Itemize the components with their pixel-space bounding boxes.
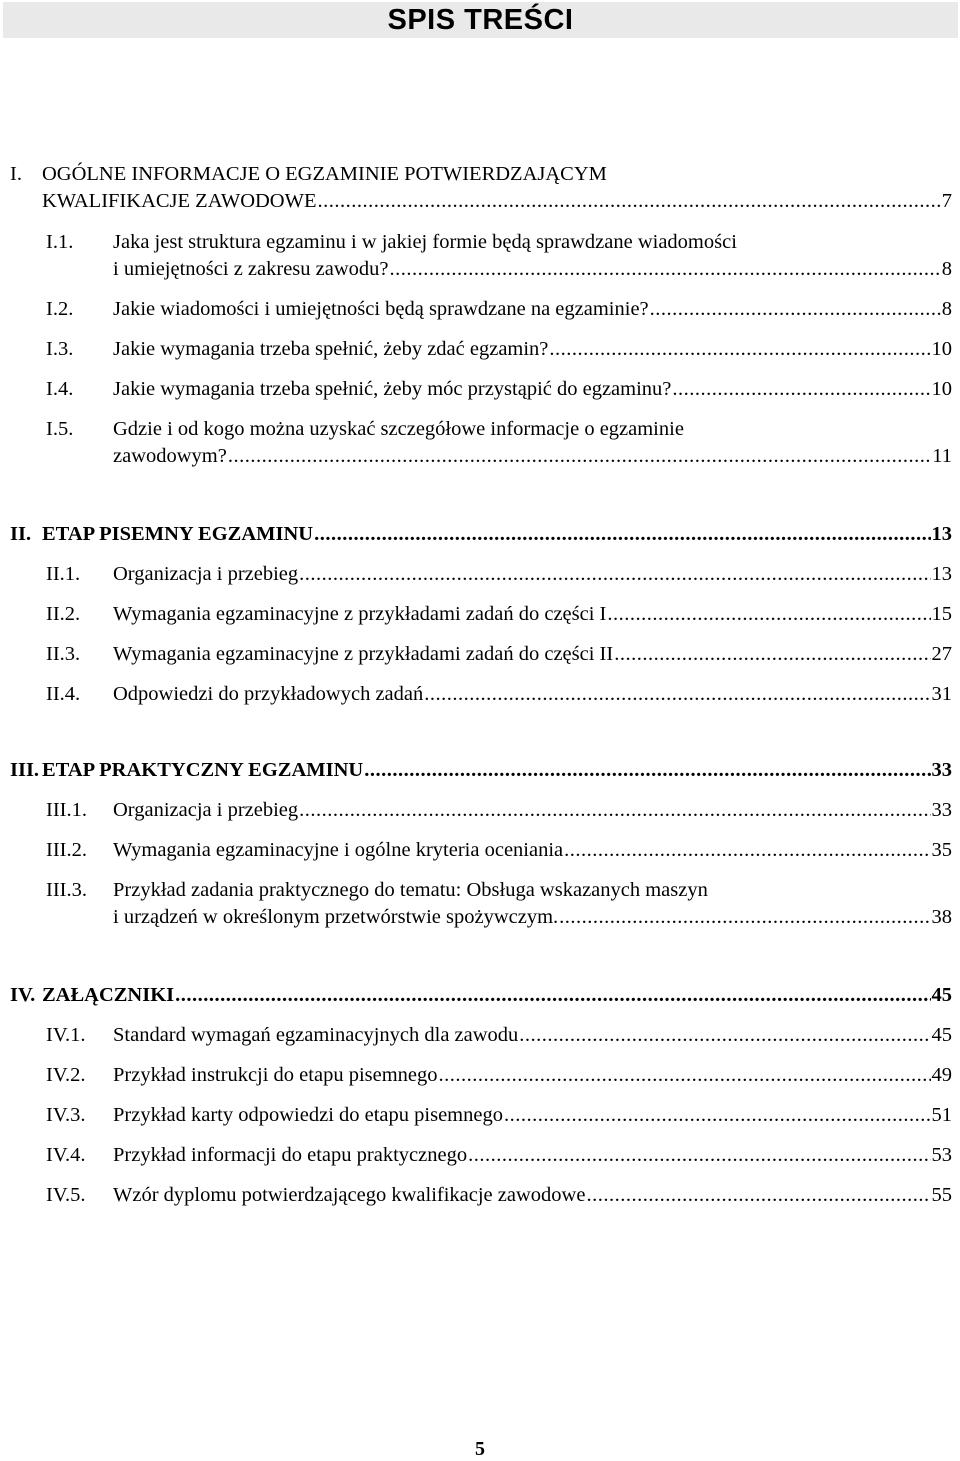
toc-entry-title: Jaka jest struktura egzaminu i w jakiej formie będą sprawdzane wiadomości — [113, 231, 737, 253]
toc-entry-title: Przykład instrukcji do etapu pisemnego — [113, 1064, 438, 1086]
toc-entry-title: Wymagania egzaminacyjne i ogólne kryteria oceniania — [113, 839, 564, 861]
toc-entry-title: ETAP PISEMNY EGZAMINU — [42, 523, 314, 545]
toc-page-number: 11 — [932, 445, 952, 467]
toc-page-number: 51 — [931, 1104, 952, 1126]
toc-entry-title: Przykład zadania praktycznego do tematu: Obsługa wskazanych maszyn — [113, 879, 708, 901]
toc-entry-number: II.1. — [46, 563, 81, 585]
toc-line — [46, 682, 952, 706]
toc-line — [46, 1103, 952, 1127]
toc-entry-title: ZAŁĄCZNIKI — [42, 984, 175, 1006]
toc-entry-title: Jakie wymagania trzeba spełnić, żeby zdać egzamin? — [113, 338, 549, 360]
toc-entry-title: Standard wymagań egzaminacyjnych dla zawodu — [113, 1024, 519, 1046]
page-title: SPIS TREŚCI — [387, 3, 574, 36]
toc-entry-number: I.3. — [46, 338, 74, 360]
toc-line — [46, 377, 952, 401]
toc-entry-number: IV.1. — [46, 1024, 86, 1046]
dot-leader — [607, 602, 930, 626]
toc-line — [46, 1143, 952, 1167]
toc-line — [46, 417, 952, 441]
toc-entry-number: II. — [10, 523, 32, 545]
toc-entry-number: IV. — [10, 984, 36, 1006]
toc-line — [46, 602, 952, 626]
dot-leader — [318, 189, 941, 213]
dot-leader — [650, 297, 941, 321]
dot-leader — [504, 1103, 931, 1127]
dot-leader — [299, 798, 930, 822]
dot-leader — [299, 562, 930, 586]
toc-entry-number: I.5. — [46, 418, 74, 440]
toc-line — [46, 642, 952, 666]
toc-entry-title: zawodowym? — [113, 445, 227, 467]
toc-entry-title: KWALIFIKACJE ZAWODOWE — [42, 190, 317, 212]
toc-entry-title: Odpowiedzi do przykładowych zadań — [113, 683, 424, 705]
toc-line — [10, 983, 952, 1007]
toc-line — [46, 297, 952, 321]
toc-page-number: 45 — [931, 1024, 952, 1046]
dot-leader — [564, 838, 930, 862]
toc-line — [113, 444, 952, 468]
toc-page-number: 33 — [931, 799, 952, 821]
toc-entry-title: Organizacja i przebieg — [113, 563, 299, 585]
toc-entry-number: I.4. — [46, 378, 74, 400]
toc-entry-title: Jakie wiadomości i umiejętności będą sprawdzane na egzaminie? — [113, 298, 649, 320]
toc-entry-number: I.2. — [46, 298, 74, 320]
toc-page-number: 7 — [941, 190, 952, 212]
toc-entry-number: III. — [10, 759, 40, 781]
toc-line — [46, 838, 952, 862]
toc-entry-title: Przykład karty odpowiedzi do etapu pisemnego — [113, 1104, 503, 1126]
toc-line — [113, 257, 952, 281]
toc-page-number: 33 — [931, 759, 952, 781]
dot-leader — [314, 522, 930, 546]
dot-leader — [559, 905, 930, 929]
toc-entry-number: III.3. — [46, 879, 87, 901]
dot-leader — [424, 682, 930, 706]
toc-line — [10, 522, 952, 546]
toc-page-number: 38 — [931, 906, 952, 928]
toc-page-number: 53 — [931, 1144, 952, 1166]
page-number: 5 — [475, 1438, 485, 1460]
toc-entry-number: II.4. — [46, 683, 81, 705]
toc-page-number: 13 — [931, 523, 952, 545]
dot-leader — [390, 257, 941, 281]
toc-entry-title: OGÓLNE INFORMACJE O EGZAMINIE POTWIERDZAJĄCYM — [42, 163, 607, 185]
toc-entry-number: IV.3. — [46, 1104, 86, 1126]
toc-page-number: 10 — [931, 338, 952, 360]
toc-entry-title: Wymagania egzaminacyjne z przykładami zadań do części II — [113, 643, 614, 665]
toc-line — [46, 878, 952, 902]
toc-entry-number: II.2. — [46, 603, 81, 625]
toc-page-number: 55 — [931, 1184, 952, 1206]
toc-entry-number: III.1. — [46, 799, 87, 821]
toc-page-number: 15 — [931, 603, 952, 625]
toc-line — [46, 230, 952, 254]
dot-leader — [364, 758, 930, 782]
toc-line — [46, 1063, 952, 1087]
toc-page-number: 31 — [931, 683, 952, 705]
toc-entry-number: IV.5. — [46, 1184, 86, 1206]
toc-entry-title: i urządzeń w określonym przetwórstwie spożywczym. — [113, 906, 559, 928]
toc-page-number: 10 — [931, 378, 952, 400]
toc-line — [46, 1183, 952, 1207]
toc-page-number: 35 — [931, 839, 952, 861]
toc-entry-title: Przykład informacji do etapu praktycznego — [113, 1144, 468, 1166]
dot-leader — [228, 444, 931, 468]
dot-leader — [614, 642, 930, 666]
toc-entry-number: I.1. — [46, 231, 74, 253]
toc-line — [10, 162, 952, 186]
toc-page-number: 8 — [941, 258, 952, 280]
toc-line — [10, 758, 952, 782]
toc-line — [113, 905, 952, 929]
dot-leader — [468, 1143, 930, 1167]
dot-leader — [586, 1183, 930, 1207]
toc-entry-number: IV.2. — [46, 1064, 86, 1086]
toc-page-number: 27 — [931, 643, 952, 665]
toc-entry-title: i umiejętności z zakresu zawodu? — [113, 258, 389, 280]
toc-entry-title: Wymagania egzaminacyjne z przykładami zadań do części I — [113, 603, 607, 625]
dot-leader — [439, 1063, 931, 1087]
toc-entry-title: Gdzie i od kogo można uzyskać szczegółowe informacje o egzaminie — [113, 418, 684, 440]
toc-entry-title: Wzór dyplomu potwierdzającego kwalifikacje zawodowe — [113, 1184, 586, 1206]
toc-line — [46, 798, 952, 822]
toc-entry-title: Jakie wymagania trzeba spełnić, żeby móc przystąpić do egzaminu? — [113, 378, 672, 400]
toc-page-number: 13 — [931, 563, 952, 585]
dot-leader — [519, 1023, 930, 1047]
toc-entry-title: Organizacja i przebieg — [113, 799, 299, 821]
toc-entry-number: III.2. — [46, 839, 87, 861]
dot-leader — [549, 337, 930, 361]
toc-page-number: 8 — [941, 298, 952, 320]
toc-entry-number: IV.4. — [46, 1144, 86, 1166]
toc-line — [46, 337, 952, 361]
toc-line — [42, 189, 952, 213]
toc-line — [46, 1023, 952, 1047]
dot-leader — [175, 983, 930, 1007]
toc-entry-number: I. — [10, 163, 22, 185]
toc-page-number: 45 — [931, 984, 952, 1006]
toc-line — [46, 562, 952, 586]
toc-entry-number: II.3. — [46, 643, 81, 665]
toc-page-number: 49 — [931, 1064, 952, 1086]
toc-entry-title: ETAP PRAKTYCZNY EGZAMINU — [42, 759, 364, 781]
dot-leader — [672, 377, 930, 401]
